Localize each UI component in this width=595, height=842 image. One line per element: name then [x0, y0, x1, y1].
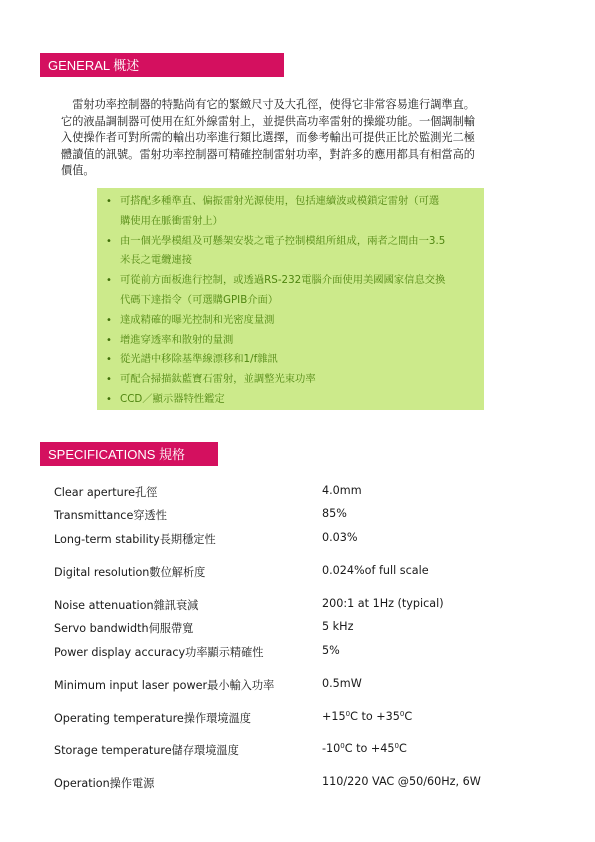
- feature-item: [106, 271, 474, 311]
- feature-item: [106, 331, 474, 351]
- spec-label: Long-term stability長期穩定性: [54, 533, 216, 546]
- bullet-icon: •: [106, 393, 112, 405]
- feature-item: [106, 350, 474, 370]
- feature-text: 增進穿透率和散射的量測: [120, 333, 234, 346]
- spec-label: Transmittance穿透性: [54, 509, 167, 522]
- feature-text: 由一個光學模組及可懸架安裝之電子控制模組所組成，兩者之間由一3.5: [120, 234, 446, 247]
- feature-item: [106, 370, 474, 390]
- bullet-icon: •: [106, 374, 112, 386]
- feature-item: [106, 390, 474, 410]
- bullet-icon: •: [106, 235, 112, 247]
- feature-text: CCD／顯示器特性鑑定: [120, 392, 225, 405]
- specifications-section-header: [40, 442, 218, 466]
- feature-text: 達成精確的曝光控制和光密度量測: [120, 313, 275, 326]
- feature-item: [106, 192, 474, 232]
- specifications-section-title: SPECIFICATIONS 規格: [48, 447, 185, 462]
- feature-list: [106, 192, 474, 410]
- spec-label: Servo bandwidth伺服帶寬: [54, 622, 194, 635]
- feature-list-box: [97, 188, 484, 410]
- spec-label: Minimum input laser power最小輸入功率: [54, 679, 275, 692]
- feature-text: 可從前方面板進行控制，或透過RS-232電腦介面使用美國國家信息交換: [120, 274, 446, 287]
- intro-line: 雷射功率控制器的特點尚有它的緊緻尺寸及大孔徑，使得它非常容易進行調準直。: [61, 98, 475, 111]
- intro-line: 體讀值的訊號。雷射功率控制器可精確控制雷射功率，對許多的應用都具有相當高的: [61, 147, 475, 161]
- general-section-title: GENERAL 概述: [48, 58, 140, 73]
- feature-item: [106, 311, 474, 331]
- spec-value: 110/220 VAC @50/60Hz, 6W: [322, 775, 481, 788]
- feature-text: 可配合掃描鈦藍寶石雷射，並調整光束功率: [120, 373, 316, 386]
- spec-value: 85%: [322, 507, 347, 520]
- spec-label: Digital resolution數位解析度: [54, 566, 206, 579]
- spec-label: Noise attenuation雜訊衰減: [54, 599, 199, 612]
- spec-value: 4.0mm: [322, 484, 362, 497]
- intro-line: 價值。: [61, 164, 95, 178]
- spec-label: Clear aperture孔徑: [54, 486, 158, 499]
- spec-value: 0.03%: [322, 531, 358, 544]
- intro-line: 它的液晶調制器可使用在紅外線雷射上，並提供高功率雷射的操縱功能。一個調制輸: [61, 114, 475, 128]
- bullet-icon: •: [106, 275, 112, 287]
- general-intro-paragraph: [61, 97, 521, 180]
- spec-label: Operation操作電源: [54, 777, 155, 790]
- spec-value: 0.5mW: [322, 677, 362, 690]
- feature-item: [106, 232, 474, 272]
- general-section-header: [40, 53, 284, 77]
- spec-value: 5%: [322, 644, 340, 657]
- bullet-icon: •: [106, 314, 112, 326]
- intro-line: 入使操作者可對所需的輸出功率進行類比選擇，而參考輸出可提供正比於監測光二極: [61, 131, 475, 145]
- spec-value: 0.024%of full scale: [322, 564, 429, 577]
- spec-value: 5 kHz: [322, 620, 354, 633]
- feature-text: 可搭配多種準直、偏振雷射光源使用，包括連續波或模鎖定雷射（可選: [120, 195, 440, 207]
- spec-value: $-10^0C$ to $+45^0C$: [322, 742, 407, 755]
- spec-label: Power display accuracy功率顯示精確性: [54, 646, 264, 659]
- bullet-icon: •: [106, 334, 112, 346]
- spec-value: $+15^0C$ to $+35^0C$: [322, 710, 413, 723]
- feature-text: 從光譜中移除基準線漂移和1/f雜訊: [120, 353, 278, 366]
- feature-text: 購使用在脈衝雷射上）: [120, 214, 223, 227]
- spec-label: Operating temperature操作環境溫度: [54, 712, 251, 725]
- spec-label: Storage temperature儲存環境溫度: [54, 744, 239, 757]
- feature-text: 米長之電纜連接: [120, 254, 193, 267]
- bullet-icon: •: [106, 354, 112, 366]
- spec-value: 200:1 at 1Hz (typical): [322, 597, 444, 610]
- feature-text: 代碼下達指令（可選購GPIB介面）: [120, 293, 279, 306]
- bullet-icon: •: [106, 196, 112, 207]
